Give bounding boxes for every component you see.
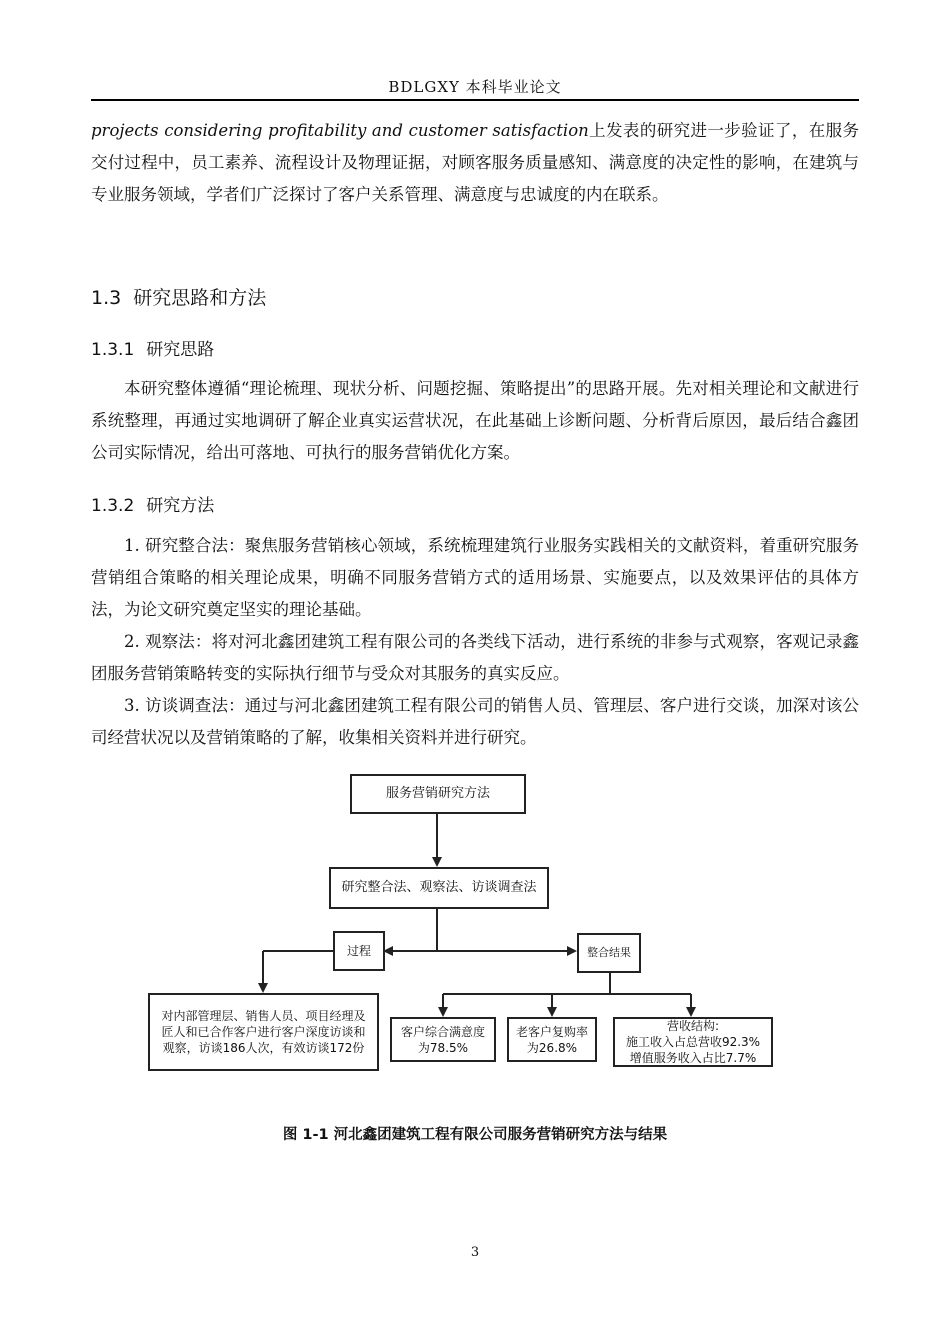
subsection-heading-2 (91, 491, 214, 516)
method-paragraph-1: 1. 研究整合法：聚焦服务营销核心领域，系统梳理建筑行业服务实践相关的文献资料，着重研究服务营销组合策略的相关理论成果，明确不同服务营销方式的适用场景、实施要点，以及效果评估的具体方法，为论文研究奠定坚实的理论基础。 (91, 536, 859, 619)
subsection-2-title: 研究方法 (146, 496, 215, 516)
research-method-flowchart (145, 770, 785, 1075)
section-heading (91, 283, 266, 310)
process-node: 过程 (333, 931, 385, 971)
repurchase-line-2: 为26.8% (526, 1040, 578, 1055)
subsection-2-number: 1.3.2 (91, 496, 135, 516)
intro-text: 上发表的研究进一步验证了，在服务交付过程中，员工素养、流程设计及物理证据，对顾客服务质量感知、满意度的决定性的影响，在建筑与专业服务领域，学者们广泛探讨了客户关系管理、满意度与忠诚度的内在联系。 (91, 121, 859, 204)
revenue-line-3: 增值服务收入占比7.7% (629, 1051, 757, 1065)
repurchase-line-1: 老客户复购率 (515, 1024, 588, 1039)
section-title: 研究思路和方法 (133, 287, 267, 309)
results-node: 整合结果 (577, 933, 641, 973)
revenue-line-2: 施工收入占总营收92.3% (625, 1035, 761, 1049)
repurchase-node (507, 1017, 597, 1062)
page-number: 3 (470, 1245, 480, 1260)
satisfaction-line-1: 客户综合满意度 (400, 1024, 485, 1039)
research-approach-paragraph: 本研究整体遵循“理论梳理、现状分析、问题挖掘、策略提出”的思路开展。先对相关理论和文献进行系统整理，再通过实地调研了解企业真实运营状况，在此基础上诊断问题、分析背后原因，最后结合鑫团公司实际情况，给出可落地、可执行的服务营销优化方案。 (91, 379, 859, 462)
process-detail-line-3: 观察，访谈186人次，有效访谈172份 (162, 1041, 365, 1055)
satisfaction-node (390, 1017, 496, 1062)
revenue-structure-node (613, 1017, 773, 1067)
root-node: 服务营销研究方法 (350, 774, 526, 814)
method-paragraph-3: 3. 访谈调查法：通过与河北鑫团建筑工程有限公司的销售人员、管理层、客户进行交谈，加深对该公司经营状况以及营销策略的了解，收集相关资料并进行研究。 (91, 696, 859, 747)
intro-italic-lead: projects considering profitability and customer satisfaction (91, 121, 589, 140)
running-header: BDLGXY 本科毕业论文 (388, 78, 562, 96)
subsection-heading-1 (91, 335, 214, 360)
revenue-line-1: 营收结构: (666, 1019, 720, 1033)
satisfaction-line-2: 为78.5% (417, 1040, 469, 1055)
subsection-1-title: 研究思路 (146, 340, 215, 360)
process-detail-node (148, 993, 379, 1071)
intro-paragraph (91, 115, 859, 211)
methods-node: 研究整合法、观察法、访谈调查法 (329, 867, 549, 909)
section-number: 1.3 (91, 287, 122, 309)
header-rule (91, 99, 859, 101)
method-paragraph-2: 2. 观察法：将对河北鑫团建筑工程有限公司的各类线下活动，进行系统的非参与式观察，客观记录鑫团服务营销策略转变的实际执行细节与受众对其服务的真实反应。 (91, 632, 859, 683)
process-detail-line-2: 匠人和已合作客户进行客户深度访谈和 (161, 1025, 366, 1039)
process-detail-line-1: 对内部管理层、销售人员、项目经理及 (161, 1009, 366, 1023)
subsection-1-number: 1.3.1 (91, 340, 135, 360)
figure-caption: 图 1-1 河北鑫团建筑工程有限公司服务营销研究方法与结果 (282, 1127, 668, 1143)
